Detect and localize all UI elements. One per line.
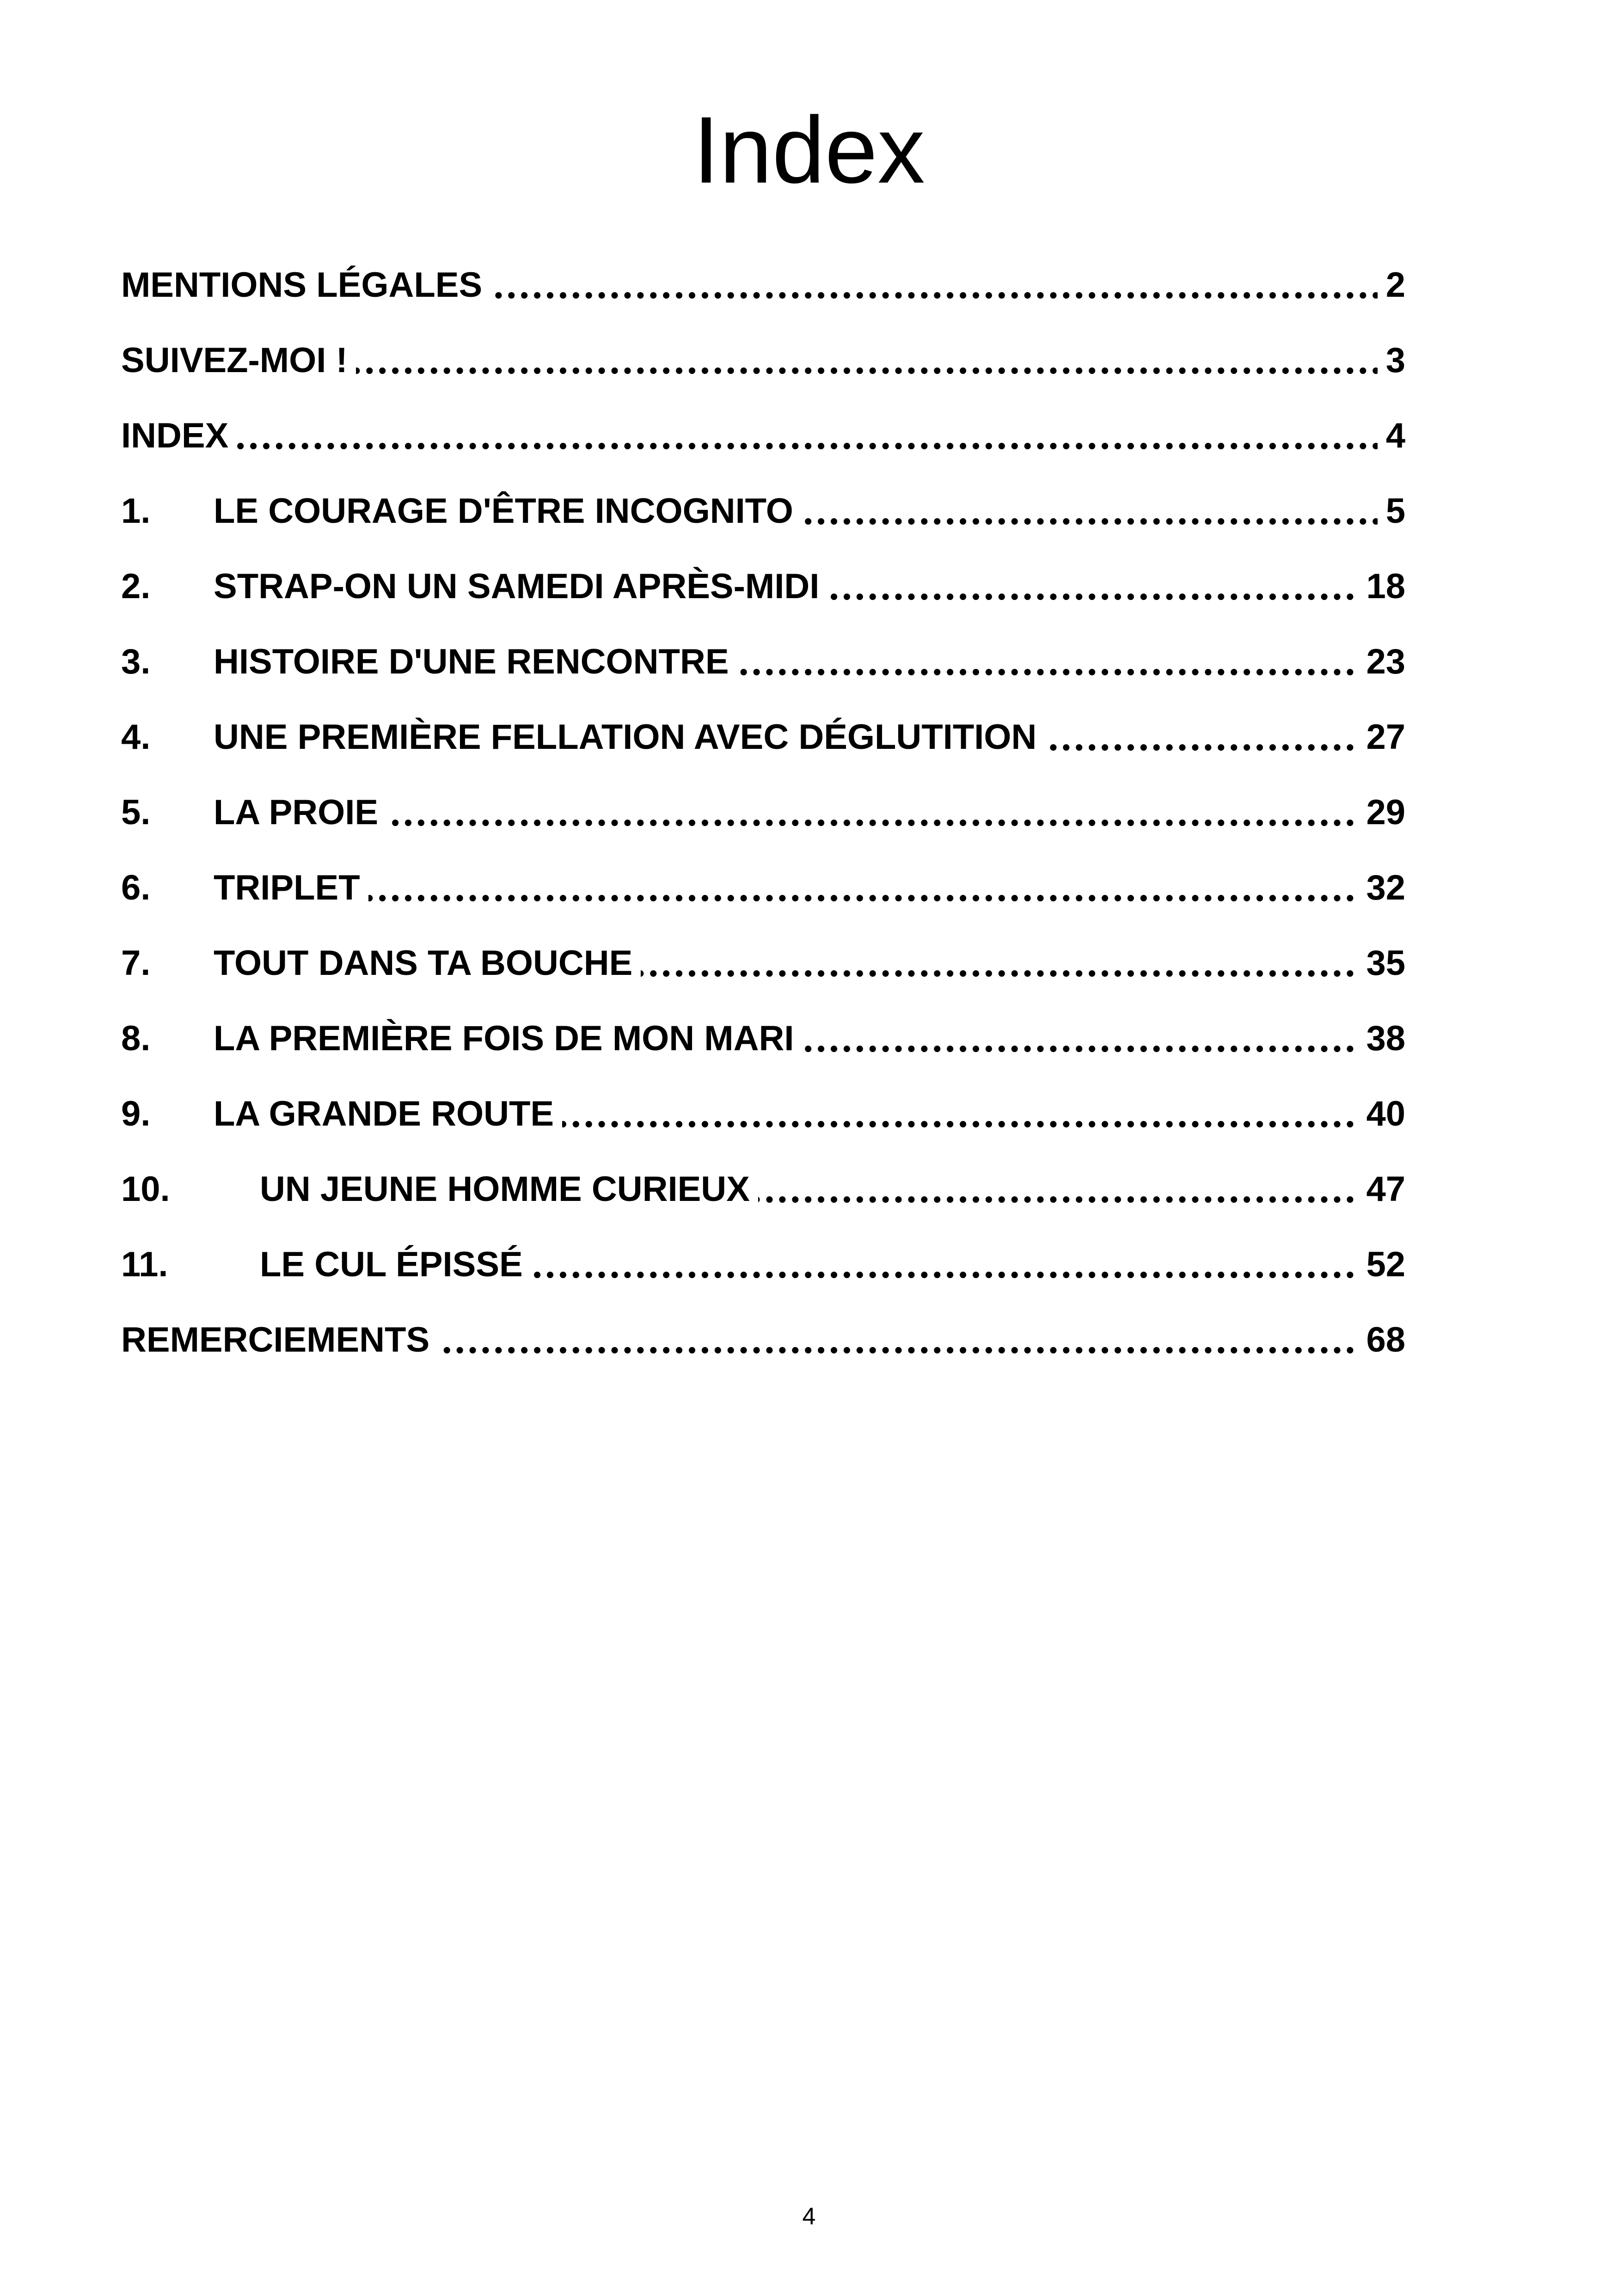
toc-entry-label: [121, 699, 1045, 775]
toc-entry[interactable]: [121, 925, 1405, 1001]
toc-entry-title: STRAP-ON UN SAMEDI APRÈS-MIDI: [214, 567, 820, 606]
table-of-contents: [121, 247, 1405, 1378]
toc-entry-title: INDEX: [121, 398, 237, 473]
toc-entry-page: 27: [1358, 699, 1405, 775]
page-number: 4: [802, 2203, 816, 2230]
toc-entry-label: [121, 1151, 758, 1227]
toc-entry-number: 7.: [121, 943, 151, 983]
toc-entry-number: 8.: [121, 1019, 151, 1058]
toc-entry-label: [121, 1076, 562, 1151]
toc-entry-page: 4: [1378, 398, 1405, 473]
toc-entry-title: TRIPLET: [214, 868, 360, 907]
toc-entry[interactable]: [121, 699, 1405, 775]
toc-entry-title: SUIVEZ-MOI !: [121, 323, 356, 398]
toc-entry-page: 40: [1358, 1076, 1405, 1151]
toc-entry[interactable]: [121, 775, 1405, 850]
toc-entry-title: UN JEUNE HOMME CURIEUX: [260, 1169, 750, 1209]
toc-entry[interactable]: [121, 549, 1405, 624]
toc-entry[interactable]: [121, 1001, 1405, 1076]
toc-entry-number: 2.: [121, 567, 151, 606]
toc-entry[interactable]: [121, 398, 1405, 473]
toc-entry-number: 3.: [121, 642, 151, 681]
toc-entry-title: HISTOIRE D'UNE RENCONTRE: [214, 642, 729, 681]
toc-entry-label: [121, 925, 641, 1001]
toc-entry-page: 32: [1358, 850, 1405, 925]
toc-entry[interactable]: [121, 247, 1405, 323]
toc-entry-number: 9.: [121, 1094, 151, 1133]
toc-entry-number: 11.: [121, 1245, 168, 1284]
dot-leader: [121, 443, 1405, 449]
toc-entry[interactable]: [121, 1227, 1405, 1302]
toc-entry-label: [121, 473, 802, 549]
toc-entry-page: 47: [1358, 1151, 1405, 1227]
toc-entry-title: LA PREMIÈRE FOIS DE MON MARI: [214, 1019, 794, 1058]
toc-entry-label: [121, 850, 368, 925]
toc-entry[interactable]: [121, 1302, 1405, 1378]
toc-entry-label: [121, 775, 386, 850]
toc-entry-title: LA PROIE: [214, 793, 379, 832]
toc-entry-page: 29: [1358, 775, 1405, 850]
toc-entry-page: 38: [1358, 1001, 1405, 1076]
toc-entry-title: TOUT DANS TA BOUCHE: [214, 943, 633, 983]
toc-entry-title: LA GRANDE ROUTE: [214, 1094, 554, 1133]
toc-entry-page: 2: [1378, 247, 1405, 323]
toc-entry-title: MENTIONS LÉGALES: [121, 247, 490, 323]
toc-entry-title: LE COURAGE D'ÊTRE INCOGNITO: [214, 491, 793, 531]
toc-entry-label: [121, 549, 827, 624]
toc-entry-number: 1.: [121, 491, 151, 531]
toc-entry[interactable]: [121, 1151, 1405, 1227]
toc-entry-page: 35: [1358, 925, 1405, 1001]
toc-entry-label: [121, 624, 737, 699]
toc-entry-label: [121, 1227, 531, 1302]
toc-entry[interactable]: [121, 624, 1405, 699]
toc-entry[interactable]: [121, 473, 1405, 549]
toc-entry-page: 18: [1358, 549, 1405, 624]
toc-entry-page: 5: [1378, 473, 1405, 549]
toc-entry-page: 52: [1358, 1227, 1405, 1302]
toc-entry-number: 4.: [121, 717, 151, 757]
toc-entry[interactable]: [121, 850, 1405, 925]
page-title: Index: [693, 97, 925, 203]
toc-entry[interactable]: [121, 323, 1405, 398]
toc-entry-title: REMERCIEMENTS: [121, 1302, 438, 1378]
toc-entry[interactable]: [121, 1076, 1405, 1151]
toc-entry-number: 5.: [121, 793, 151, 832]
toc-entry-title: LE CUL ÉPISSÉ: [260, 1245, 523, 1284]
toc-entry-page: 68: [1358, 1302, 1405, 1378]
toc-entry-page: 3: [1378, 323, 1405, 398]
toc-entry-number: 10.: [121, 1169, 170, 1209]
toc-entry-number: 6.: [121, 868, 151, 907]
toc-entry-page: 23: [1358, 624, 1405, 699]
toc-entry-label: [121, 1001, 802, 1076]
toc-entry-title: UNE PREMIÈRE FELLATION AVEC DÉGLUTITION: [214, 717, 1037, 757]
